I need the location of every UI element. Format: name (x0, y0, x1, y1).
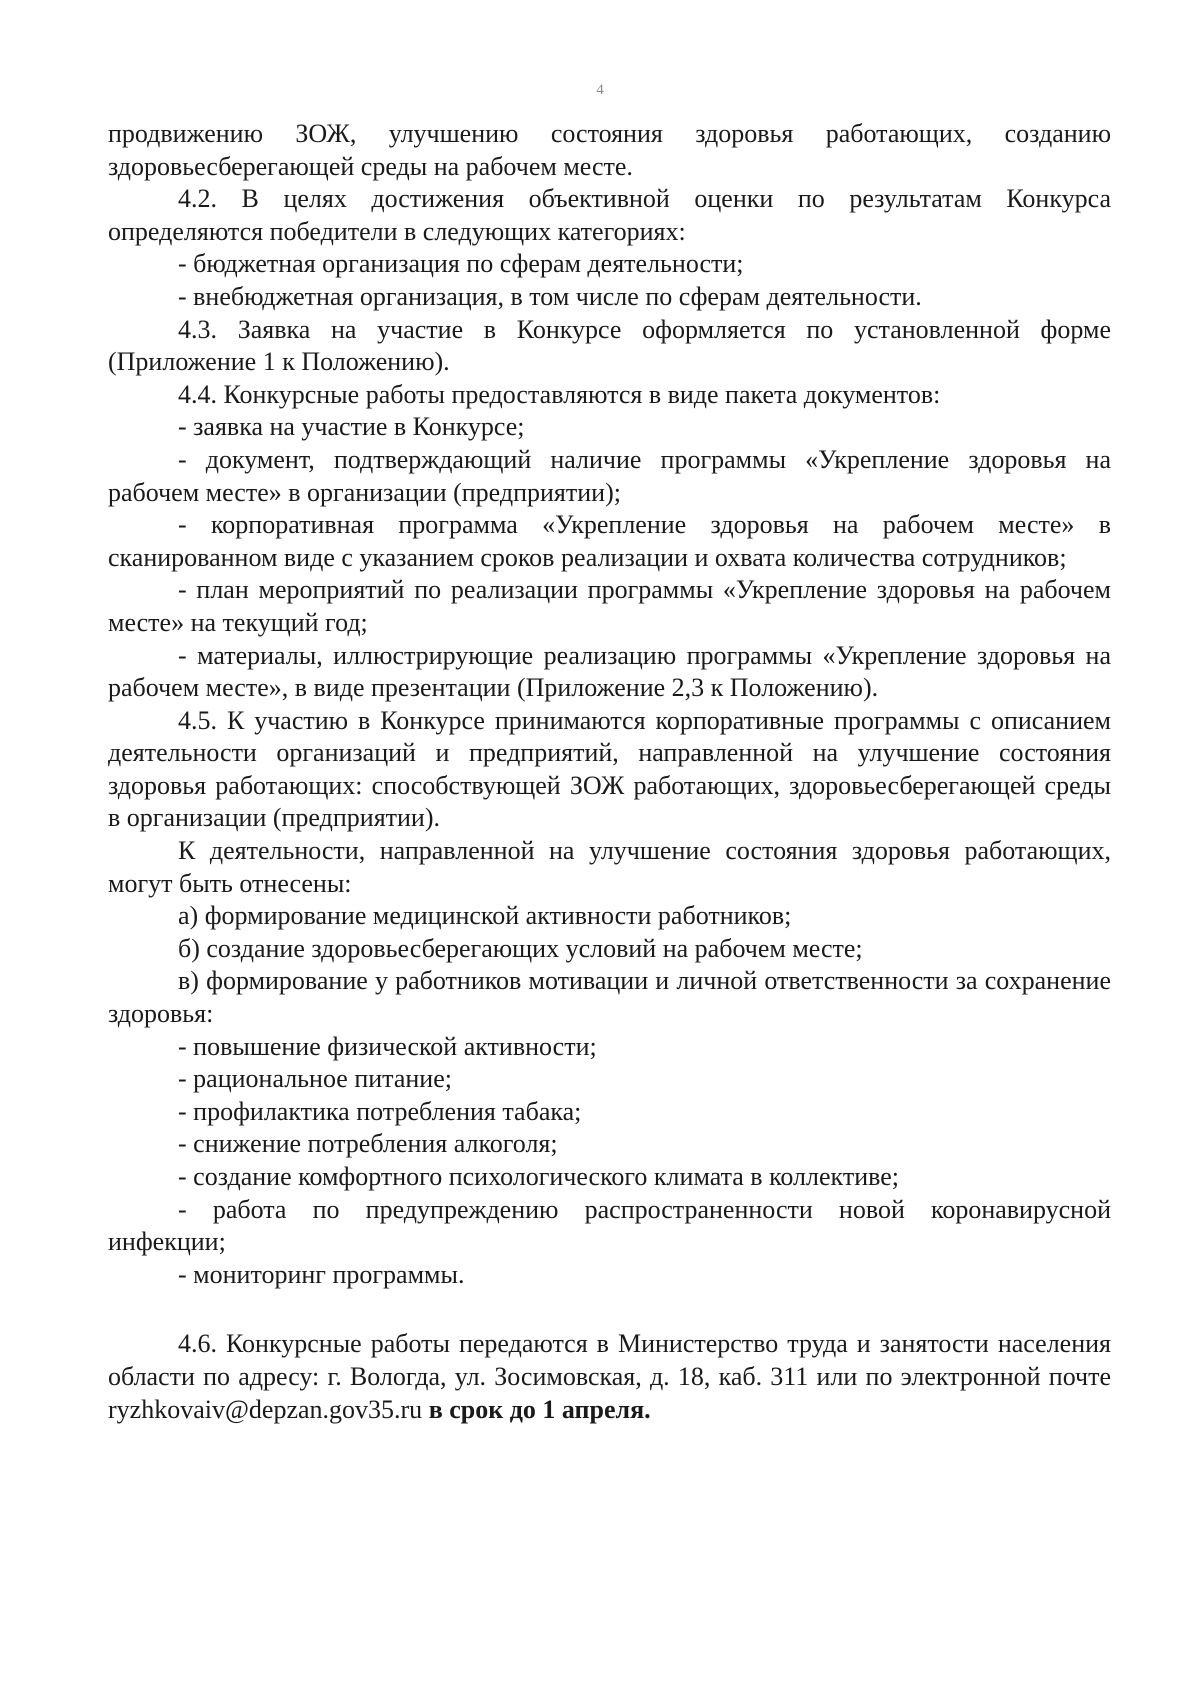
list-item: а) формирование медицинской активности работников; (178, 901, 792, 931)
list-item: - корпоративная программа «Укрепление здоровья на рабочем месте» в сканированном виде с указанием сроков реализации и охвата количества сотрудников; (108, 510, 1111, 572)
final-paragraph (108, 1328, 1111, 1426)
paragraph: 4.2. В целях достижения объективной оценки по результатам Конкурса определяются победители в следующих категориях: (108, 184, 1111, 246)
list-item: - снижение потребления алкоголя; (178, 1129, 558, 1159)
list-item: - материалы, иллюстрирующие реализацию программы «Укрепление здоровья на рабочем месте», в виде презентации (Приложение 2,3 к Положению). (108, 640, 1111, 703)
list-item: б) создание здоровьесберегающих условий на рабочем месте; (178, 933, 863, 963)
list-item: - бюджетная организация по сферам деятельности; (178, 249, 744, 279)
list-item: - мониторинг программы. (178, 1259, 465, 1289)
paragraph: продвижению ЗОЖ, улучшению состояния здоровья работающих, созданию здоровьесберегающей среды на рабочем месте. (108, 119, 1111, 181)
deadline-text: в срок до 1 апреля. (428, 1394, 651, 1424)
list-item: - документ, подтверждающий наличие программы «Укрепление здоровья на рабочем месте» в организации (предприятии); (108, 444, 1111, 507)
document-body (108, 118, 1111, 1426)
list-item: - повышение физической активности; (178, 1031, 597, 1061)
list-item: в) формирование у работников мотивации и личной ответственности за сохранение здоровья: (108, 966, 1111, 1029)
list-item: - рациональное питание; (178, 1064, 452, 1094)
list-item: - внебюджетная организация, в том числе по сферам деятельности. (178, 281, 922, 311)
page-number: 4 (596, 82, 604, 98)
paragraph: 4.4. Конкурсные работы предоставляются в виде пакета документов: (178, 379, 941, 409)
paragraph-spacer (108, 1291, 1111, 1328)
list-item: - план мероприятий по реализации программы «Укрепление здоровья на рабочем месте» на текущий год; (108, 575, 1111, 637)
list-item: - профилактика потребления табака; (178, 1096, 582, 1126)
paragraph: К деятельности, направленной на улучшение состояния здоровья работающих, могут быть отнесены: (108, 836, 1111, 898)
final-paragraph-text: 4.6. Конкурсные работы передаются в Министерство труда и занятости населения области по адресу: г. Вологда, ул. Зосимовская, д. 18, каб. 311 или по электронной почте ryzhkovaiv@depzan.gov35.ru (108, 1329, 1111, 1424)
list-item: - создание комфортного психологического климата в коллективе; (178, 1162, 899, 1191)
paragraph: 4.3. Заявка на участие в Конкурсе оформляется по установленной форме (Приложение 1 к Положению). (108, 314, 1111, 377)
list-item: - заявка на участие в Конкурсе; (178, 412, 525, 442)
list-item: - работа по предупреждению распространенности новой коронавирусной инфекции; (108, 1194, 1111, 1257)
paragraph: 4.5. К участию в Конкурсе принимаются корпоративные программы с описанием деятельности организаций и предприятий, направленной на улучшение состояния здоровья работающих: способствующей ЗОЖ работающих, здоровьесберегающей среды в организации (предприятии). (108, 705, 1111, 833)
